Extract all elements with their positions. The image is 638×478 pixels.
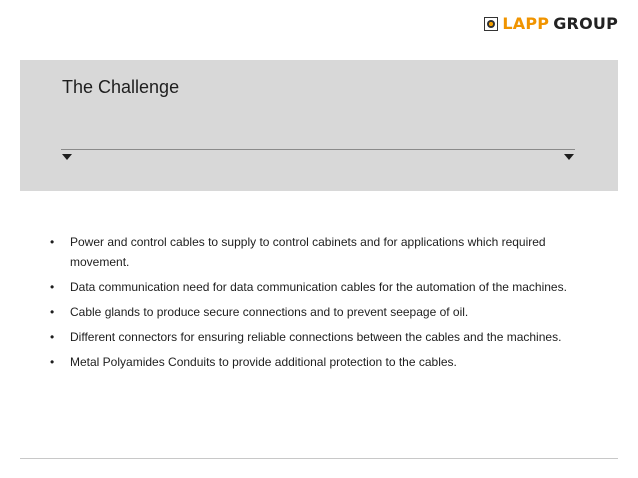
bullet-dot: •: [50, 330, 55, 344]
bullet-item: [50, 232, 590, 272]
bullet-text: Cable glands to produce secure connections and to prevent seepage of oil.: [70, 305, 469, 319]
bullet-text: Data communication need for data communication cables for the automation of the machines.: [70, 280, 567, 294]
title-band: [20, 60, 618, 191]
bullet-text: Metal Polyamides Conduits to provide additional protection to the cables.: [70, 355, 457, 369]
bullet-dot: •: [50, 305, 55, 319]
triangle-down-icon: [62, 154, 72, 160]
bullet-list: [50, 232, 590, 377]
logo-group-word: GROUP: [553, 14, 618, 33]
slide-title: The Challenge: [62, 77, 180, 97]
footer-divider: [20, 458, 618, 459]
bullet-text: Different connectors for ensuring reliable connections between the cables and the machines.: [70, 330, 562, 344]
lapp-logo-icon: [484, 17, 498, 31]
bullet-item: [50, 352, 590, 372]
title-divider: [61, 149, 575, 150]
bullet-dot: •: [50, 280, 55, 294]
triangle-down-icon: [564, 154, 574, 160]
bullet-item: [50, 302, 590, 322]
lapp-group-logo: [484, 14, 618, 33]
bullet-dot: •: [50, 235, 55, 249]
logo-brand-word: LAPP: [502, 14, 550, 33]
bullet-dot: •: [50, 355, 55, 369]
bullet-item: [50, 277, 590, 297]
bullet-item: [50, 327, 590, 347]
bullet-text: Power and control cables to supply to control cabinets and for applications which required movement.: [70, 235, 546, 269]
